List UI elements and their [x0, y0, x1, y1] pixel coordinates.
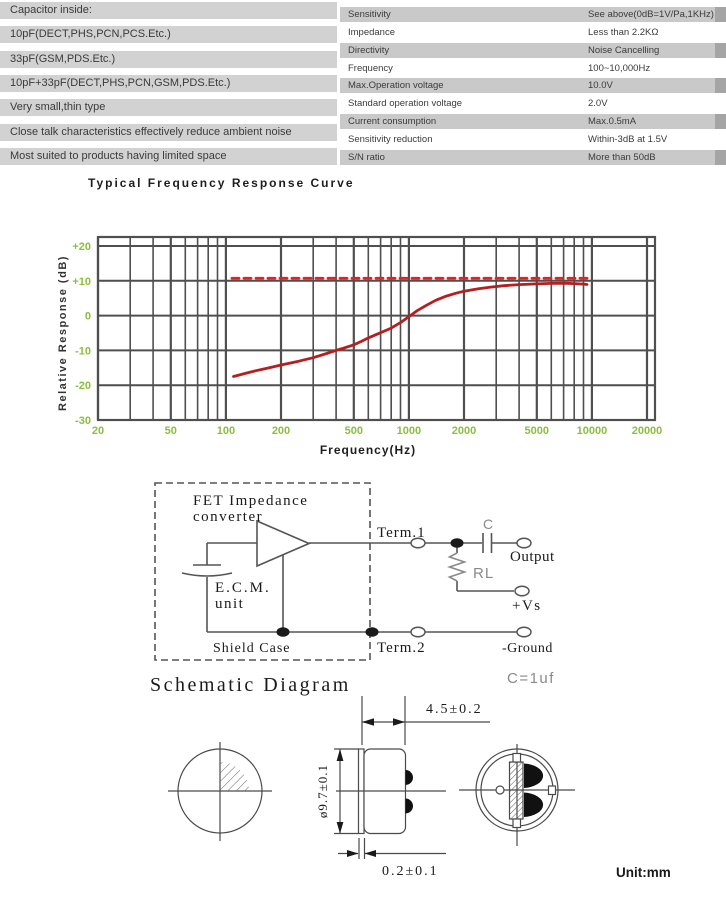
thickness-dimension-label: 0.2±0.1: [382, 864, 439, 879]
arrowhead: [337, 822, 344, 834]
spec-row: [340, 7, 726, 22]
spec-row: [340, 150, 726, 165]
c-value-label: C=1uf: [507, 670, 555, 687]
feature-item: 10pF+33pF(DECT,PHS,PCN,GSM,PDS.Etc.): [0, 75, 337, 92]
junction-dot: [277, 627, 290, 637]
row-end-cap: [715, 78, 726, 93]
x-tick-label: 200: [271, 425, 291, 437]
side-view: [334, 696, 490, 859]
hatched-sector: [220, 762, 249, 791]
solder-pad-lower: [524, 793, 543, 818]
y-tick-label: -30: [75, 415, 91, 427]
terminal-pin-upper: [406, 770, 414, 785]
spec-value: 100~10,000Hz: [588, 62, 651, 74]
x-tick-label: 20000: [631, 425, 663, 437]
spec-row: [340, 114, 726, 129]
x-tick-label: 5000: [524, 425, 550, 437]
x-tick-label: 10000: [576, 425, 608, 437]
spec-label: Current consumption: [348, 116, 437, 128]
spec-value: 2.0V: [588, 98, 608, 110]
term2-label: Term.2: [377, 640, 426, 656]
row-end-cap: [715, 114, 726, 129]
diameter-dimension-label: ø9.7±0.1: [315, 763, 330, 819]
spec-row: [340, 43, 726, 58]
spec-label: Max.Operation voltage: [348, 80, 444, 92]
spec-value: 10.0V: [588, 80, 613, 92]
arrowhead: [337, 749, 344, 761]
vs-node: [515, 586, 529, 596]
chart-title: Typical Frequency Response Curve: [88, 176, 355, 190]
terminal-pin-lower: [406, 799, 414, 814]
arrowhead: [393, 718, 405, 725]
feature-item: Most suited to products having limited space: [0, 148, 337, 165]
row-end-cap: [715, 43, 726, 58]
schematic-diagram: [0, 470, 726, 705]
shield-case-label: Shield Case: [213, 641, 291, 656]
y-axis-title: Relative Response (dB): [57, 255, 69, 411]
x-axis-title: Frequency(Hz): [319, 443, 417, 457]
hatched-bar: [510, 762, 524, 819]
x-tick-label: 100: [216, 425, 236, 437]
resistor-rl-label: RL: [473, 565, 495, 582]
y-tick-label: -20: [75, 380, 91, 393]
spec-table: [0, 0, 726, 170]
unit-label: Unit:mm: [616, 865, 671, 880]
spec-row: [340, 25, 726, 40]
junction-dot: [451, 538, 464, 548]
y-tick-label: 0: [84, 310, 91, 323]
capacitor-c-label: C: [483, 516, 495, 532]
fet-label-line2: converter: [193, 509, 264, 525]
x-tick-label: 500: [344, 425, 363, 437]
side-tab: [549, 786, 556, 795]
x-tick-label: 2000: [451, 425, 477, 437]
schematic-title: Schematic Diagram: [150, 674, 351, 696]
mechanical-drawings: [0, 690, 726, 900]
output-label: Output: [510, 549, 555, 565]
response-curve: [234, 283, 588, 376]
feature-item: Capacitor inside:: [0, 2, 337, 19]
fet-label-line1: FET Impedance: [193, 493, 309, 509]
x-tick-label: 20: [91, 425, 105, 437]
spec-row: [340, 78, 726, 93]
feature-item: 33pF(GSM,PDS.Etc.): [0, 51, 337, 68]
ecm-label-line1: E.C.M.: [215, 580, 271, 596]
spec-label: Standard operation voltage: [348, 98, 463, 110]
feature-item: 10pF(DECT,PHS,PCN,PCS.Etc.): [0, 26, 337, 43]
arrowhead: [362, 718, 374, 725]
arrowhead: [347, 850, 359, 857]
bar-notch-top: [513, 754, 521, 763]
spec-row: [340, 96, 726, 111]
ecm-capacitor-plate: [182, 573, 232, 576]
spec-value: See above(0dB=1V/Pa,1KHz): [588, 9, 714, 20]
resistor-rl-symbol: [450, 553, 465, 581]
back-view: [459, 744, 575, 846]
front-view: [168, 742, 272, 841]
spec-value: Less than 2.2KΩ: [588, 26, 659, 38]
spec-label: Impedance: [348, 26, 396, 38]
spec-row: [340, 61, 726, 76]
spec-label: Sensitivity reduction: [348, 133, 433, 145]
ground-node: [517, 627, 531, 637]
spec-label: Frequency: [348, 62, 393, 74]
spec-value: Noise Cancelling: [588, 44, 660, 56]
ecm-label-line2: unit: [215, 596, 245, 612]
junction-dot: [366, 627, 379, 637]
spec-value: Max.0.5mA: [588, 116, 637, 128]
output-node: [517, 538, 531, 548]
plot-border: [98, 237, 655, 420]
row-end-cap: [715, 7, 726, 22]
frequency-response-chart: [0, 210, 726, 465]
feature-item: Very small,thin type: [0, 99, 337, 116]
spec-label: Directivity: [348, 44, 390, 56]
thickness-dimension-lines: [338, 838, 446, 859]
spec-value: More than 50dB: [588, 151, 656, 163]
spec-label: Sensitivity: [348, 9, 391, 20]
vent-hole: [496, 786, 504, 794]
row-end-cap: [715, 150, 726, 165]
y-tick-label: -10: [75, 345, 91, 358]
x-tick-label: 1000: [396, 425, 422, 437]
spec-label: S/N ratio: [348, 151, 385, 163]
y-tick-label: +10: [72, 275, 91, 288]
arrowhead: [365, 850, 377, 857]
x-tick-label: 50: [164, 425, 177, 437]
spec-row: [340, 132, 726, 147]
spec-value: Within-3dB at 1.5V: [588, 133, 668, 145]
term1-label: Term.1: [377, 525, 426, 541]
bar-notch-bottom: [513, 819, 521, 828]
ground-label: -Ground: [502, 641, 553, 656]
feature-item: Close talk characteristics effectively reduce ambient noise: [0, 124, 337, 141]
vs-label: +Vs: [512, 598, 542, 614]
terminal-2-node: [411, 627, 425, 637]
y-tick-label: +20: [72, 241, 91, 253]
width-dimension-label: 4.5±0.2: [426, 702, 483, 717]
solder-pad-upper: [524, 764, 543, 789]
